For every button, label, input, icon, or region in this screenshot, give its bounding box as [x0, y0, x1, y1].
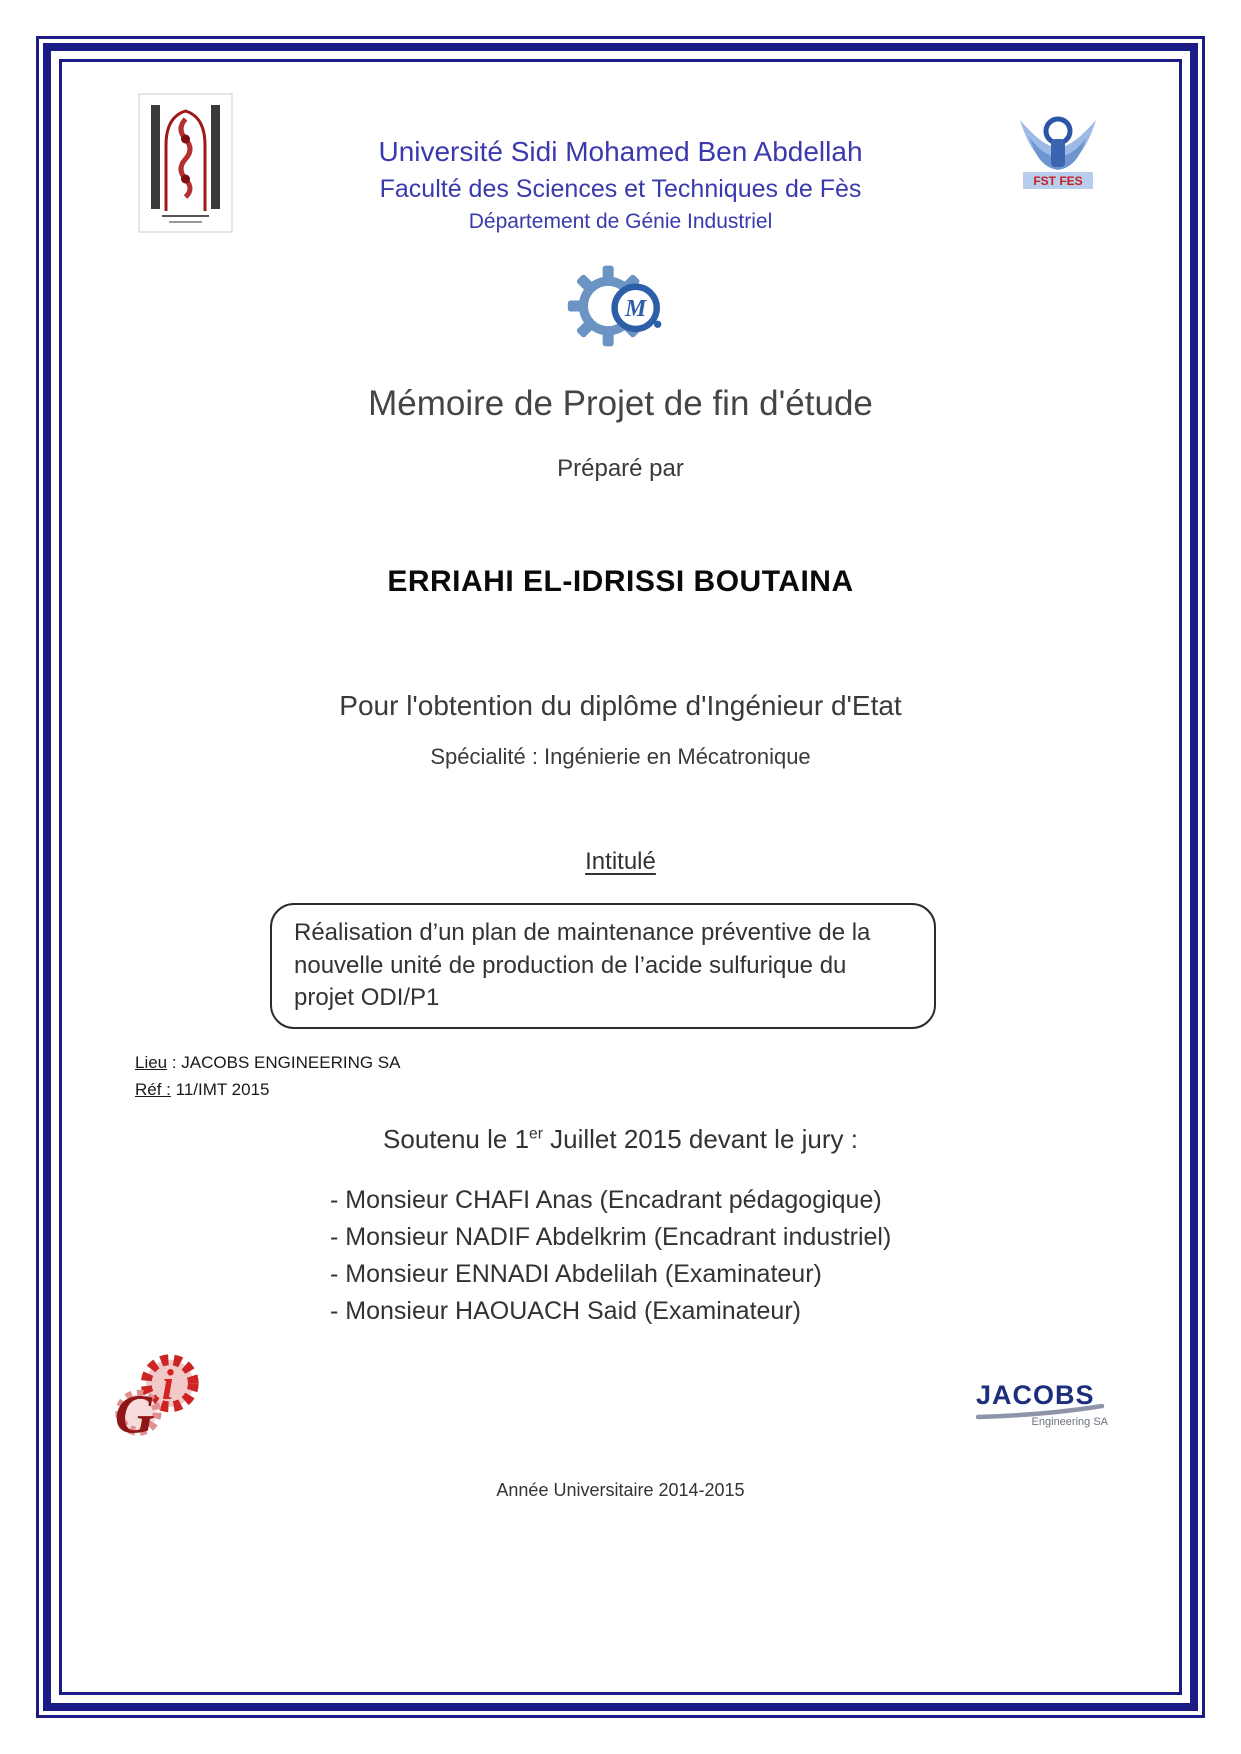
department-name: Département de Génie Industriel — [468, 210, 773, 233]
jury-member: - Monsieur HAOUACH Said (Examinateur) — [330, 1297, 801, 1325]
gi-letter-g: G — [114, 1383, 155, 1445]
lieu-label: Lieu — [135, 1053, 168, 1072]
faculty-name: Faculté des Sciences et Techniques de Fès — [379, 175, 862, 203]
mecatronique-gear-logo — [0, 260, 1241, 357]
gi-department-logo — [103, 1348, 211, 1456]
academic-year: Année Universitaire 2014-2015 — [496, 1480, 745, 1500]
defense-prefix: Soutenu le 1 — [383, 1124, 530, 1154]
subject-title-box — [270, 903, 936, 1029]
jacobs-logo — [976, 1380, 1108, 1428]
jury-member: - Monsieur CHAFI Anas (Encadrant pédagogique) — [330, 1186, 882, 1214]
ref-value: 11/IMT 2015 — [170, 1080, 270, 1099]
jury-member: - Monsieur ENNADI Abdelilah (Examinateur) — [330, 1260, 822, 1288]
specialty-line: Spécialité : Ingénierie en Mécatronique — [430, 744, 811, 769]
jacobs-wordmark: JACOBS — [976, 1380, 1095, 1410]
subject-title: Réalisation d’un plan de maintenance préventive de la nouvelle unité de production de l’acide sulfurique du projet ODI/P1 — [294, 919, 871, 1012]
fst-fes-label: FST FES — [1033, 174, 1083, 188]
author-name: ERRIAHI EL-IDRISSI BOUTAINA — [387, 565, 854, 598]
jury-member: - Monsieur NADIF Abdelkrim (Encadrant industriel) — [330, 1223, 892, 1251]
degree-line: Pour l'obtention du diplôme d'Ingénieur d'Etat — [339, 690, 902, 721]
defense-ordinal: er — [529, 1125, 543, 1143]
gear-m-icon — [566, 260, 676, 352]
university-name: Université Sidi Mohamed Ben Abdellah — [378, 136, 863, 167]
gear-m-letter: M — [624, 296, 646, 323]
subject-label: Intitulé — [585, 848, 656, 875]
fst-fes-icon — [1006, 106, 1111, 206]
reference-line — [135, 1080, 270, 1100]
defense-suffix: Juillet 2015 devant le jury : — [542, 1124, 858, 1154]
document-title: Mémoire de Projet de fin d'étude — [368, 384, 873, 423]
fst-fes-logo — [1006, 106, 1111, 211]
ref-label: Réf : — [135, 1080, 171, 1099]
defense-line — [0, 1124, 1241, 1155]
prepared-by-label: Préparé par — [557, 455, 684, 482]
jacobs-subtitle: Engineering SA — [1031, 1416, 1108, 1428]
gi-letter-i: i — [161, 1362, 174, 1410]
jury-list — [330, 1182, 891, 1330]
lieu-value: : JACOBS ENGINEERING SA — [167, 1053, 401, 1072]
location-line — [135, 1053, 400, 1073]
gi-gears-icon — [103, 1348, 211, 1451]
